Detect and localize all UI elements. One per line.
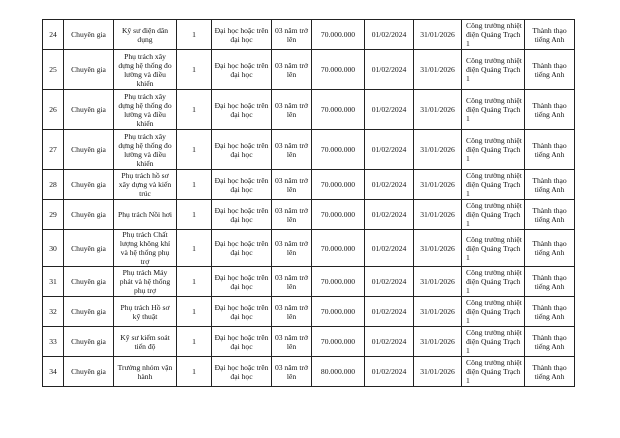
table-row xyxy=(43,327,575,357)
cell-education: Đại học hoặc trên đại học xyxy=(212,357,272,387)
table-row xyxy=(43,50,575,90)
cell-location: Công trường nhiệt điện Quảng Trạch 1 xyxy=(462,297,525,327)
cell-location: Công trường nhiệt điện Quảng Trạch 1 xyxy=(462,357,525,387)
cell-start-date: 01/02/2024 xyxy=(365,170,414,200)
cell-position: Phụ trách xây dựng hệ thống đo lường và điều khiển xyxy=(114,90,177,130)
cell-type: Chuyên gia xyxy=(64,230,114,267)
cell-language: Thành thạo tiếng Anh xyxy=(525,20,575,50)
cell-end-date: 31/01/2026 xyxy=(414,50,462,90)
cell-type: Chuyên gia xyxy=(64,357,114,387)
cell-qty: 1 xyxy=(177,327,212,357)
cell-salary: 70.000.000 xyxy=(312,230,365,267)
table-body xyxy=(43,20,575,387)
cell-qty: 1 xyxy=(177,90,212,130)
cell-location: Công trường nhiệt điện Quảng Trạch 1 xyxy=(462,230,525,267)
cell-location: Công trường nhiệt điện Quảng Trạch 1 xyxy=(462,170,525,200)
cell-no: 25 xyxy=(43,50,64,90)
cell-type: Chuyên gia xyxy=(64,267,114,297)
cell-position: Kỹ sư kiểm soát tiến độ xyxy=(114,327,177,357)
cell-no: 30 xyxy=(43,230,64,267)
cell-salary: 70.000.000 xyxy=(312,200,365,230)
cell-type: Chuyên gia xyxy=(64,20,114,50)
cell-start-date: 01/02/2024 xyxy=(365,20,414,50)
cell-location: Công trường nhiệt điện Quảng Trạch 1 xyxy=(462,327,525,357)
cell-type: Chuyên gia xyxy=(64,130,114,170)
cell-language: Thành thạo tiếng Anh xyxy=(525,327,575,357)
cell-location: Công trường nhiệt điện Quảng Trạch 1 xyxy=(462,267,525,297)
cell-language: Thành thạo tiếng Anh xyxy=(525,170,575,200)
cell-position: Trưởng nhóm vận hành xyxy=(114,357,177,387)
cell-position: Phụ trách Máy phát và hệ thống phụ trợ xyxy=(114,267,177,297)
cell-location: Công trường nhiệt điện Quảng Trạch 1 xyxy=(462,200,525,230)
cell-language: Thành thạo tiếng Anh xyxy=(525,50,575,90)
cell-experience: 03 năm trở lên xyxy=(272,267,312,297)
cell-salary: 70.000.000 xyxy=(312,50,365,90)
cell-salary: 80.000.000 xyxy=(312,357,365,387)
cell-end-date: 31/01/2026 xyxy=(414,327,462,357)
cell-no: 28 xyxy=(43,170,64,200)
cell-language: Thành thạo tiếng Anh xyxy=(525,230,575,267)
cell-end-date: 31/01/2026 xyxy=(414,297,462,327)
cell-language: Thành thạo tiếng Anh xyxy=(525,297,575,327)
cell-qty: 1 xyxy=(177,170,212,200)
table-row xyxy=(43,130,575,170)
cell-start-date: 01/02/2024 xyxy=(365,130,414,170)
table-row xyxy=(43,20,575,50)
cell-no: 24 xyxy=(43,20,64,50)
table-row xyxy=(43,267,575,297)
cell-start-date: 01/02/2024 xyxy=(365,297,414,327)
cell-education: Đại học hoặc trên đại học xyxy=(212,297,272,327)
cell-salary: 70.000.000 xyxy=(312,297,365,327)
cell-position: Kỹ sư điện dân dụng xyxy=(114,20,177,50)
cell-no: 34 xyxy=(43,357,64,387)
cell-education: Đại học hoặc trên đại học xyxy=(212,90,272,130)
cell-experience: 03 năm trở lên xyxy=(272,230,312,267)
cell-start-date: 01/02/2024 xyxy=(365,50,414,90)
cell-experience: 03 năm trở lên xyxy=(272,327,312,357)
cell-education: Đại học hoặc trên đại học xyxy=(212,130,272,170)
cell-no: 29 xyxy=(43,200,64,230)
recruitment-table xyxy=(42,19,575,387)
cell-no: 33 xyxy=(43,327,64,357)
cell-type: Chuyên gia xyxy=(64,297,114,327)
cell-type: Chuyên gia xyxy=(64,90,114,130)
cell-position: Phụ trách hồ sơ xây dựng và kiến trúc xyxy=(114,170,177,200)
table-row xyxy=(43,90,575,130)
cell-type: Chuyên gia xyxy=(64,327,114,357)
cell-salary: 70.000.000 xyxy=(312,90,365,130)
cell-experience: 03 năm trở lên xyxy=(272,50,312,90)
table-row xyxy=(43,230,575,267)
cell-no: 26 xyxy=(43,90,64,130)
cell-end-date: 31/01/2026 xyxy=(414,230,462,267)
cell-education: Đại học hoặc trên đại học xyxy=(212,50,272,90)
cell-experience: 03 năm trở lên xyxy=(272,170,312,200)
cell-salary: 70.000.000 xyxy=(312,267,365,297)
cell-experience: 03 năm trở lên xyxy=(272,90,312,130)
cell-position: Phụ trách Chất lượng không khí và hệ thống phụ trợ xyxy=(114,230,177,267)
table-row xyxy=(43,200,575,230)
cell-experience: 03 năm trở lên xyxy=(272,200,312,230)
cell-language: Thành thạo tiếng Anh xyxy=(525,130,575,170)
cell-end-date: 31/01/2026 xyxy=(414,130,462,170)
cell-no: 31 xyxy=(43,267,64,297)
cell-location: Công trường nhiệt điện Quảng Trạch 1 xyxy=(462,130,525,170)
cell-end-date: 31/01/2026 xyxy=(414,200,462,230)
cell-position: Phụ trách xây dựng hệ thống đo lường và điều khiển xyxy=(114,50,177,90)
cell-education: Đại học hoặc trên đại học xyxy=(212,200,272,230)
cell-language: Thành thạo tiếng Anh xyxy=(525,200,575,230)
cell-salary: 70.000.000 xyxy=(312,20,365,50)
cell-no: 27 xyxy=(43,130,64,170)
cell-language: Thành thạo tiếng Anh xyxy=(525,90,575,130)
cell-position: Phụ trách xây dựng hệ thống đo lường và điều khiển xyxy=(114,130,177,170)
cell-location: Công trường nhiệt điện Quảng Trạch 1 xyxy=(462,50,525,90)
cell-end-date: 31/01/2026 xyxy=(414,20,462,50)
table-row xyxy=(43,357,575,387)
cell-education: Đại học hoặc trên đại học xyxy=(212,327,272,357)
cell-education: Đại học hoặc trên đại học xyxy=(212,170,272,200)
cell-education: Đại học hoặc trên đại học xyxy=(212,20,272,50)
cell-start-date: 01/02/2024 xyxy=(365,90,414,130)
cell-experience: 03 năm trở lên xyxy=(272,357,312,387)
cell-language: Thành thạo tiếng Anh xyxy=(525,357,575,387)
cell-location: Công trường nhiệt điện Quảng Trạch 1 xyxy=(462,90,525,130)
cell-salary: 70.000.000 xyxy=(312,327,365,357)
cell-experience: 03 năm trở lên xyxy=(272,20,312,50)
cell-position: Phụ trách Nồi hơi xyxy=(114,200,177,230)
cell-education: Đại học hoặc trên đại học xyxy=(212,230,272,267)
cell-qty: 1 xyxy=(177,20,212,50)
cell-qty: 1 xyxy=(177,50,212,90)
cell-experience: 03 năm trở lên xyxy=(272,297,312,327)
cell-end-date: 31/01/2026 xyxy=(414,357,462,387)
cell-education: Đại học hoặc trên đại học xyxy=(212,267,272,297)
cell-type: Chuyên gia xyxy=(64,200,114,230)
cell-end-date: 31/01/2026 xyxy=(414,267,462,297)
cell-location: Công trường nhiệt điện Quảng Trạch 1 xyxy=(462,20,525,50)
cell-salary: 70.000.000 xyxy=(312,130,365,170)
cell-start-date: 01/02/2024 xyxy=(365,357,414,387)
cell-salary: 70.000.000 xyxy=(312,170,365,200)
cell-qty: 1 xyxy=(177,297,212,327)
cell-type: Chuyên gia xyxy=(64,50,114,90)
table-row xyxy=(43,170,575,200)
cell-start-date: 01/02/2024 xyxy=(365,327,414,357)
cell-start-date: 01/02/2024 xyxy=(365,230,414,267)
cell-type: Chuyên gia xyxy=(64,170,114,200)
cell-end-date: 31/01/2026 xyxy=(414,170,462,200)
cell-start-date: 01/02/2024 xyxy=(365,200,414,230)
table-row xyxy=(43,297,575,327)
cell-language: Thành thạo tiếng Anh xyxy=(525,267,575,297)
cell-end-date: 31/01/2026 xyxy=(414,90,462,130)
cell-qty: 1 xyxy=(177,200,212,230)
cell-position: Phụ trách Hồ sơ kỹ thuật xyxy=(114,297,177,327)
cell-qty: 1 xyxy=(177,267,212,297)
cell-qty: 1 xyxy=(177,130,212,170)
cell-no: 32 xyxy=(43,297,64,327)
cell-experience: 03 năm trở lên xyxy=(272,130,312,170)
cell-start-date: 01/02/2024 xyxy=(365,267,414,297)
cell-qty: 1 xyxy=(177,357,212,387)
cell-qty: 1 xyxy=(177,230,212,267)
